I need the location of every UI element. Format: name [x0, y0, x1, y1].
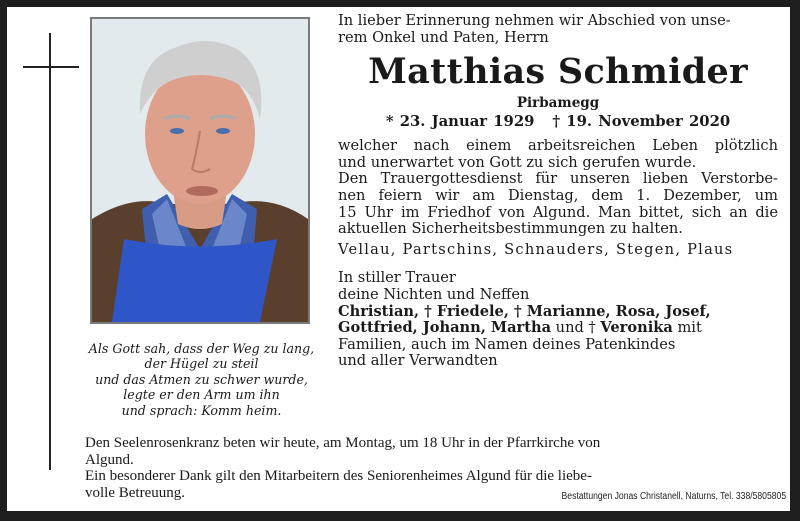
life-dates [338, 112, 778, 132]
mourners-line: und aller Verwandten [338, 352, 498, 370]
closing-line: Ein besonderer Dank gilt den Mitarbeitern des Seniorenheimes Algund für die liebe- [85, 468, 592, 485]
connector-text: und † [551, 319, 601, 337]
deceased-place: Pirbamegg [516, 95, 600, 112]
body-line: aktuellen Sicherheitsbestimmungen zu halten. [338, 220, 683, 238]
poem-line: legte er den Arm um ihn [123, 387, 280, 403]
undertaker-credit: Bestattungen Jonas Christanell, Naturns, Tel. 338/5805805 [561, 491, 786, 502]
intro-line: rem Onkel und Paten, Herrn [338, 28, 549, 46]
poem-line: der Hügel zu steil [144, 356, 259, 372]
body-line: und unerwartet von Gott zu sich gerufen wurde. [338, 153, 697, 171]
poem-line: und das Atmen zu schwer wurde, [95, 371, 308, 387]
main-text-column [338, 13, 778, 370]
announcement-text [338, 138, 778, 238]
mourners-line: deine Nichten und Neffen [338, 285, 530, 303]
deceased-name: Matthias Schmider [368, 51, 748, 93]
poem-line: und sprach: Komm heim. [121, 402, 282, 418]
body-line: welcher nach einem arbeitsreichen Leben plötzlich [338, 137, 778, 155]
mourners-text [338, 270, 778, 370]
body-line: 15 Uhr im Friedhof von Algund. Man bittet, sich an die [338, 203, 778, 221]
mourner-names: Christian, † Friedele, † Marianne, Rosa, Josef, [338, 302, 711, 320]
poem [79, 341, 324, 418]
closing-line: Den Seelenrosenkranz beten wir heute, am Montag, um 18 Uhr in der Pfarrkirche von [85, 435, 601, 451]
mourner-names: Gottfried, Johann, Martha [338, 319, 552, 337]
places-list: Vellau, Partschins, Schnauders, Stegen, Plaus [338, 240, 734, 258]
poem-line: Als Gott sah, dass der Weg zu lang, [88, 341, 315, 356]
body-line: nen feiern wir am Dienstag, dem 1. Dezember, um [338, 186, 778, 204]
death-date: † 19. November 2020 [552, 113, 731, 131]
mourner-names: Veronika [600, 319, 673, 337]
closing-line: Algund. [85, 451, 134, 468]
suffix-text: mit [672, 319, 702, 337]
obituary-card [7, 7, 790, 511]
intro-text [338, 13, 778, 46]
cross-icon [49, 33, 51, 470]
portrait-photo [90, 17, 310, 324]
body-line: Den Trauergottesdienst für unseren lieben Verstorbe- [338, 170, 778, 188]
closing-line: volle Betreuung. [85, 484, 185, 501]
mourners-names-line [338, 320, 778, 337]
mourners-names-line [338, 304, 778, 321]
intro-line: In lieber Erinnerung nehmen wir Abschied von unse- [338, 12, 731, 29]
portrait-illustration [92, 19, 308, 322]
mourners-line: Familien, auch im Namen deines Patenkindes [338, 335, 676, 353]
mourners-line: In stiller Trauer [338, 269, 456, 287]
cross-icon-bar [23, 66, 79, 68]
birth-date: * 23. Januar 1929 [385, 113, 535, 131]
